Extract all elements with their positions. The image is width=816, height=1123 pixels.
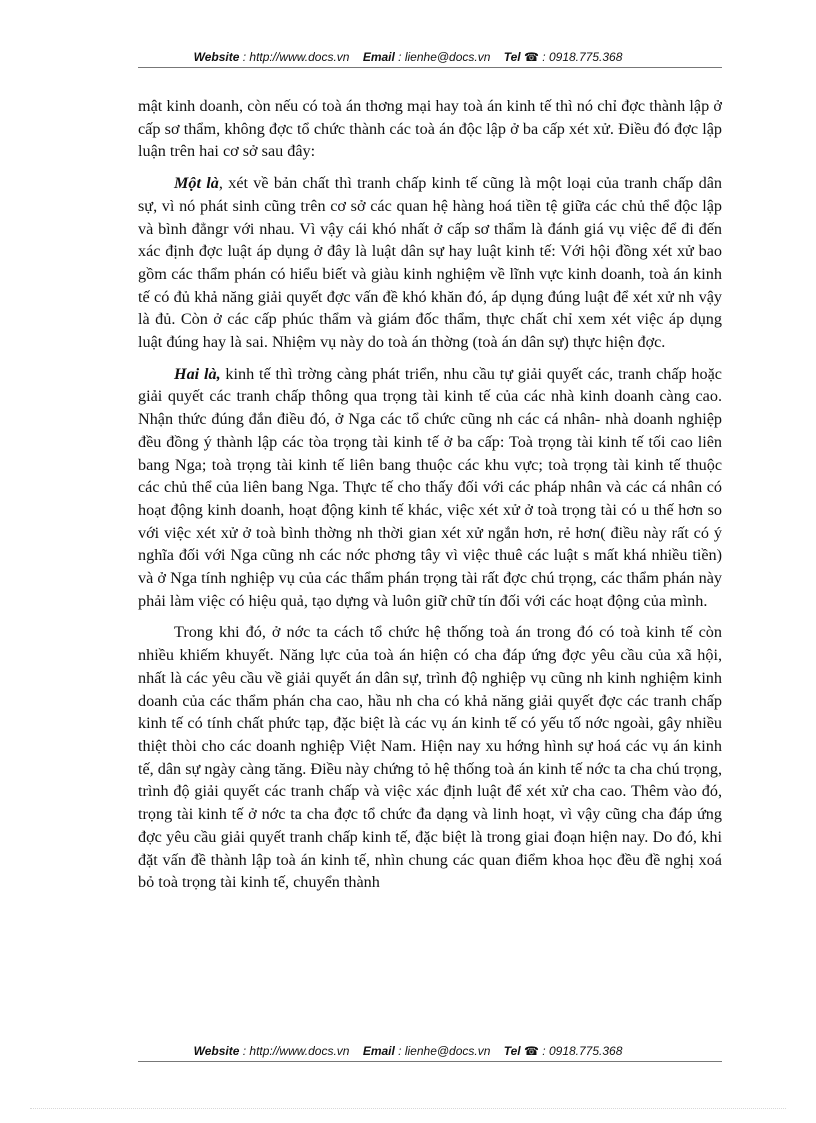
- page-header: [0, 50, 816, 64]
- paragraph-4: Trong khi đó, ở nớc ta cách tổ chức hệ thống toà án trong đó có toà kinh tế còn nhiều khiếm khuyết. Năng lực của toà án hiện có cha đáp ứng đợc yêu cầu của xã hội, nhất là các yêu cầu về giải quyết án dân sự, trình độ nghiệp vụ cũng nh kinh nghiệm kinh doanh của các thẩm phán cha cao, hầu nh cha có khả năng giải quyết đợc các tranh chấp kinh tế có tính chất phức tạp, đặc biệt là các vụ án kinh tế có yếu tố nớc ngoài, gây nhiều thiệt thòi cho các doanh nghiệp Việt Nam. Hiện nay xu hớng hình sự hoá các vụ án kinh tế, dân sự ngày càng tăng. Điều này chứng tỏ hệ thống toà án kinh tế nớc ta cha chú trọng, trình độ giải quyết các tranh chấp và việc xác định luật để xét xử cha cao. Thêm vào đó, trọng tài kinh tế ở nớc ta cha đợc tổ chức đa dạng và linh hoạt, vì vậy cũng cha đáp ứng đợc yêu cầu giải quyết tranh chấp kinh tế, đặc biệt là trong giai đoạn hiện nay. Do đó, khi đặt vấn đề thành lập toà án kinh tế, nhìn chung các quan điểm khoa học đều đề nghị xoá bỏ toà trọng tài kinh tế, chuyển thành: [138, 623, 722, 892]
- paragraph-2: [138, 172, 722, 354]
- phone-icon: ☎: [524, 50, 539, 64]
- page-edge-divider: [30, 1108, 786, 1109]
- header-tel-value: : 0918.775.368: [542, 50, 623, 64]
- paragraph-2-lead: Một là: [174, 174, 219, 193]
- paragraph-1: mật kinh doanh, còn nếu có toà án thơng mại hay toà án kinh tế thì nó chỉ đợc thành lập ở cấp sơ thẩm, không đợc tổ chức thành các toà án độc lập ở ba cấp xét xử. Điều đó đợc lập luận trên hai cơ sở sau đây:: [138, 97, 722, 161]
- header-website-label: Website: [193, 50, 240, 64]
- header-website-value: : http://www.docs.vn: [242, 50, 350, 64]
- footer-website-value: : http://www.docs.vn: [242, 1044, 350, 1058]
- footer-tel-label: Tel: [503, 1044, 521, 1058]
- paragraph-3: [138, 363, 722, 613]
- footer-email-label: Email: [362, 1044, 395, 1058]
- header-email-value: : lienhe@docs.vn: [398, 50, 491, 64]
- footer-email-value: : lienhe@docs.vn: [398, 1044, 491, 1058]
- page-footer: [0, 1044, 816, 1058]
- header-email-label: Email: [362, 50, 395, 64]
- paragraph-2-text: , xét về bản chất thì tranh chấp kinh tế cũng là một loại của tranh chấp dân sự, vì nó phát sinh cũng trên cơ sở các quan hệ hàng hoá tiền tệ giữa các chủ thể độc lập và bình đẳngr với nhau. Vì vậy cái khó nhất ở cấp sơ thẩm là đánh giá vụ việc để đi đến xác định đợc luật áp dụng ở đây là luật dân sự hay luật kinh tế: Với hội đồng xét xử bao gồm các thẩm phán có hiểu biết và giàu kinh nghiệm về lĩnh vực kinh doanh, toà án kinh tế có đủ khả năng giải quyết đợc vấn đề khó khăn đó, áp dụng đúng luật để xét xử nh vậy là đủ. Còn ở các cấp phúc thẩm và giám đốc thẩm, thực chất chỉ xem xét việc áp dụng luật đúng hay là sai. Nhiệm vụ này do toà án thờng (toà án dân sự) thực hiện đợc.: [138, 174, 722, 352]
- footer-tel-value: : 0918.775.368: [542, 1044, 623, 1058]
- footer-rule: [138, 1061, 722, 1062]
- header-tel-label: Tel: [503, 50, 521, 64]
- header-rule: [138, 67, 722, 68]
- paragraph-3-text: kinh tế thì trờng càng phát triển, nhu cầu tự giải quyết các, tranh chấp hoặc giải quyết các tranh chấp thông qua trọng tài kinh tế của các nhà kinh doanh càng cao. Nhận thức đúng đắn điều đó, ở Nga các tổ chức cũng nh các cá nhân- nhà doanh nghiệp đều đồng ý thành lập các tòa trọng tài kinh tế ở ba cấp: Toà trọng tài kinh tế tối cao liên bang Nga; toà trọng tài kinh tế liên bang thuộc các khu vực; toà trọng tài kinh tế thuộc các chủ thể của liên bang Nga. Thực tế cho thấy đối với các pháp nhân và các cá nhân có hoạt động kinh doanh, hoạt động kinh tế khác, việc xét xử ở toà trọng tài có u thế hơn so với việc xét xử ở toà bình thờng nh thời gian xét xử ngắn hơn, rẻ hơn( điều này rất có ý nghĩa đối với Nga cũng nh các nớc phơng tây vì việc thuê các luật s mất khá nhiều tiền) và ở Nga tính nghiệp vụ của các thẩm phán trọng tài rất đợc chú trọng, các thẩm phán này phải làm việc có hiệu quả, tạo dựng và luôn giữ chữ tín đối với các hoạt động của mình.: [138, 364, 722, 610]
- phone-icon: ☎: [524, 1044, 539, 1058]
- document-body: [138, 95, 722, 903]
- paragraph-3-lead: Hai là,: [174, 364, 221, 383]
- footer-website-label: Website: [193, 1044, 240, 1058]
